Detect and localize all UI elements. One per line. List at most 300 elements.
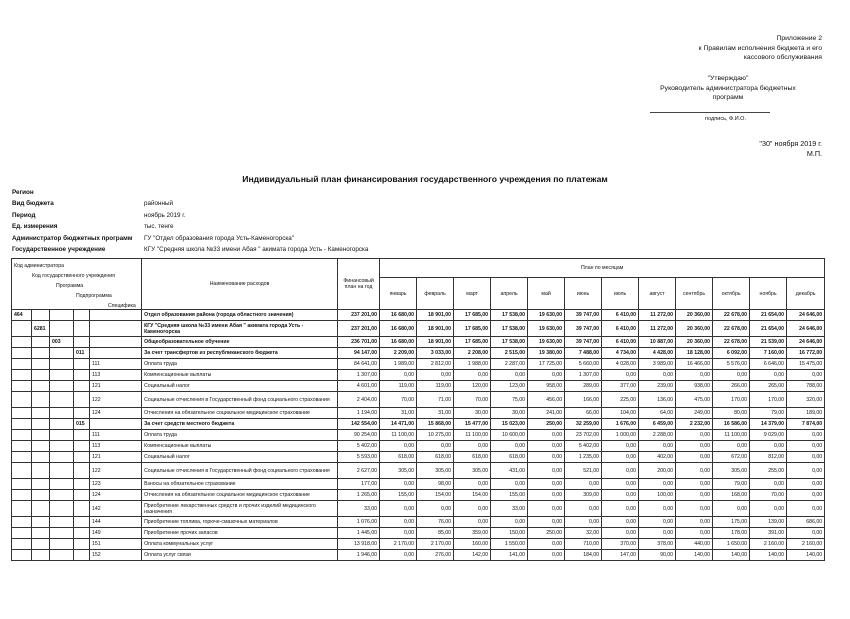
month-value-cell: 0,00 [787,490,825,501]
code-cell [12,479,32,490]
month-value-cell: 0,00 [528,452,565,463]
meta-value: ноябрь 2019 г. [144,211,186,219]
month-value-cell: 0,00 [380,550,417,561]
month-value-cell: 7 488,00 [565,348,602,359]
meta-value: тыс. тенге [144,223,174,231]
code-cell [74,550,90,561]
month-value-cell: 0,00 [713,370,750,381]
month-value-cell: 0,00 [380,517,417,528]
name-header: Наименование расходов [142,259,338,310]
month-value-cell: 39 747,00 [565,337,602,348]
month-value-cell: 119,00 [417,381,454,392]
month-value-cell: 184,00 [565,550,602,561]
annual-plan-cell: 1 194,00 [338,408,380,419]
month-value-cell: 17 538,00 [491,310,528,321]
table-row [12,310,825,321]
code-cell [74,310,90,321]
month-value-cell: 672,00 [713,452,750,463]
month-value-cell: 16 772,00 [787,348,825,359]
month-value-cell: 11 100,00 [713,430,750,441]
month-value-cell: 16 466,00 [676,359,713,370]
code-cell [74,430,90,441]
code-cell [90,310,142,321]
annual-plan-cell: 4 601,00 [338,381,380,392]
meta-value: КГУ "Средняя школа №33 имени Абая " акимата города Усть - Каменогорска [144,246,369,254]
month-value-cell: 4 734,00 [602,348,639,359]
code-cell [74,463,90,479]
stamp-label: М.П. [806,149,822,158]
month-value-cell: 16 680,00 [380,337,417,348]
month-value-cell: 2 170,00 [417,539,454,550]
table-row [12,528,825,539]
month-value-cell: 0,00 [380,441,417,452]
table-row [12,490,825,501]
annual-plan-cell: 5 593,00 [338,452,380,463]
month-value-cell: 16 680,00 [380,310,417,321]
code-cell [50,490,74,501]
annual-plan-cell: 90 254,00 [338,430,380,441]
code-cell [50,452,74,463]
code-cell [12,359,32,370]
month-value-cell: 276,00 [417,550,454,561]
month-value-cell: 0,00 [676,441,713,452]
month-header: декабрь [787,278,825,310]
month-value-cell: 0,00 [380,528,417,539]
month-value-cell: 1 235,00 [565,452,602,463]
code-cell [12,463,32,479]
code-cell [74,539,90,550]
month-value-cell: 160,00 [454,539,491,550]
month-value-cell: 0,00 [602,501,639,517]
annual-plan-cell: 1 946,00 [338,550,380,561]
month-value-cell: 170,00 [713,392,750,408]
month-value-cell: 2 160,00 [750,539,787,550]
month-value-cell: 431,00 [491,463,528,479]
month-value-cell: 85,00 [417,528,454,539]
month-value-cell: 0,00 [417,501,454,517]
table-row [12,517,825,528]
month-value-cell: 3 033,00 [417,348,454,359]
month-value-cell: 7 874,00 [787,419,825,430]
expense-name-cell: Приобретение лекарственных средств и прочих изделий медицинского назначения [142,501,338,517]
month-value-cell: 0,00 [639,501,676,517]
expense-name-cell: Отчисления на обязательное социальное медицинское страхование [142,408,338,419]
meta-row-institution [12,244,368,255]
expense-name-cell: Оплата труда [142,359,338,370]
table-row [12,539,825,550]
document-title: Индивидуальный план финансирования государственного учреждения по платежам [242,174,608,184]
month-value-cell: 10 275,00 [417,430,454,441]
month-value-cell: 521,00 [565,463,602,479]
code-cell [12,517,32,528]
month-value-cell: 140,00 [787,550,825,561]
month-value-cell: 377,00 [602,381,639,392]
code-cell [32,528,50,539]
month-value-cell: 812,00 [750,452,787,463]
code-cell [50,408,74,419]
month-value-cell: 175,00 [713,517,750,528]
annual-plan-cell: 13 918,00 [338,539,380,550]
expense-name-cell: Компенсационные выплаты [142,441,338,452]
month-header: январь [380,278,417,310]
month-value-cell: 100,00 [639,490,676,501]
month-value-cell: 15 023,00 [491,419,528,430]
month-value-cell: 0,00 [750,370,787,381]
code-cell [50,321,74,337]
month-value-cell: 15 477,00 [454,419,491,430]
month-value-cell: 17 685,00 [454,321,491,337]
expense-name-cell: Социальные отчисления в Государственный фонд социального страхования [142,463,338,479]
code-cell [12,321,32,337]
code-cell [50,392,74,408]
month-value-cell: 30,00 [491,408,528,419]
month-value-cell: 123,00 [491,381,528,392]
meta-label: Регион [12,189,34,196]
month-value-cell: 17 685,00 [454,337,491,348]
month-value-cell: 1 676,00 [602,419,639,430]
month-value-cell: 155,00 [380,490,417,501]
month-value-cell: 31,00 [417,408,454,419]
month-value-cell: 2 287,00 [491,359,528,370]
month-value-cell: 21 654,00 [750,310,787,321]
code-cell [50,359,74,370]
meta-label: Вид бюджета [12,200,54,208]
month-value-cell: 39 747,00 [565,310,602,321]
code-cell [32,359,50,370]
month-value-cell: 250,00 [528,528,565,539]
expense-name-cell: Приобретение прочих запасов [142,528,338,539]
month-value-cell: 320,00 [787,392,825,408]
annual-plan-cell: 142 554,00 [338,419,380,430]
month-value-cell: 0,00 [676,430,713,441]
month-value-cell: 24 646,00 [787,337,825,348]
month-value-cell: 166,00 [565,392,602,408]
month-value-cell: 32 259,00 [565,419,602,430]
code-cell [32,348,50,359]
expense-name-cell: Оплата услуг связи [142,550,338,561]
month-value-cell: 14 379,00 [750,419,787,430]
month-value-cell: 1 000,00 [602,430,639,441]
month-value-cell: 16 680,00 [380,321,417,337]
month-value-cell: 1 307,00 [565,370,602,381]
month-value-cell: 6 646,00 [750,359,787,370]
month-value-cell: 305,00 [713,463,750,479]
month-header: сентябрь [676,278,713,310]
appendix-line-2: к Правилам исполнения бюджета и его [698,44,822,52]
code-cell [74,490,90,501]
month-value-cell: 0,00 [528,517,565,528]
month-value-cell: 2 812,00 [417,359,454,370]
code-cell [50,528,74,539]
month-value-cell: 20 360,00 [676,310,713,321]
code-cell: 113 [90,370,142,381]
code-cell [50,370,74,381]
month-value-cell: 0,00 [565,517,602,528]
month-header: октябрь [713,278,750,310]
table-row [12,408,825,419]
month-value-cell: 9 029,00 [750,430,787,441]
month-value-cell: 17 685,00 [454,310,491,321]
month-value-cell: 370,00 [602,539,639,550]
month-header: март [454,278,491,310]
month-value-cell: 0,00 [454,517,491,528]
month-value-cell: 76,00 [417,517,454,528]
code-cell [50,550,74,561]
month-value-cell: 0,00 [565,501,602,517]
code-cell: 152 [90,550,142,561]
month-value-cell: 0,00 [528,501,565,517]
code-cell [90,337,142,348]
code-cell [12,348,32,359]
code-cell: 123 [90,479,142,490]
month-value-cell: 249,00 [676,408,713,419]
table-row [12,419,825,430]
month-value-cell: 15 868,00 [417,419,454,430]
month-value-cell: 0,00 [454,479,491,490]
month-value-cell: 0,00 [639,528,676,539]
code-cell [32,419,50,430]
month-value-cell: 154,00 [417,490,454,501]
month-value-cell: 98,00 [417,479,454,490]
code-cell: 124 [90,408,142,419]
code-cell [12,337,32,348]
month-value-cell: 14 471,00 [380,419,417,430]
month-value-cell: 32,00 [565,528,602,539]
month-value-cell: 0,00 [787,430,825,441]
code-cell [74,517,90,528]
month-value-cell: 0,00 [491,370,528,381]
month-value-cell: 11 272,00 [639,310,676,321]
code-cell [12,441,32,452]
code-cell [12,381,32,392]
code-cell [74,392,90,408]
month-value-cell: 17 538,00 [491,337,528,348]
month-value-cell: 0,00 [676,479,713,490]
month-value-cell: 0,00 [528,539,565,550]
month-value-cell: 1 989,00 [380,359,417,370]
month-value-cell: 70,00 [380,392,417,408]
month-value-cell: 618,00 [417,452,454,463]
month-value-cell: 31,00 [380,408,417,419]
code-header-cell [12,259,142,310]
code-cell: 003 [50,337,74,348]
month-value-cell: 440,00 [676,539,713,550]
month-value-cell: 140,00 [750,550,787,561]
month-value-cell: 30,00 [454,408,491,419]
month-value-cell: 19 380,00 [528,348,565,359]
month-value-cell: 0,00 [639,479,676,490]
code-cell: 111 [90,430,142,441]
month-value-cell: 6 459,00 [639,419,676,430]
month-header: май [528,278,565,310]
expense-name-cell: Приобретение топлива, горюче-смазочных материалов [142,517,338,528]
code-cell [90,321,142,337]
code-cell [50,381,74,392]
month-value-cell: 0,00 [639,441,676,452]
expense-name-cell: Компенсационные выплаты [142,370,338,381]
month-value-cell: 200,00 [639,463,676,479]
month-value-cell: 225,00 [602,392,639,408]
month-value-cell: 2 170,00 [380,539,417,550]
code-cell: 122 [90,392,142,408]
month-value-cell: 0,00 [787,370,825,381]
month-value-cell: 90,00 [639,550,676,561]
meta-label: Период [12,211,36,219]
month-value-cell: 0,00 [380,370,417,381]
code-cell [74,501,90,517]
code-cell [50,441,74,452]
appendix-block [699,34,822,63]
month-value-cell: 104,00 [602,408,639,419]
code-cell [74,359,90,370]
expense-name-cell: Социальный налог [142,452,338,463]
month-value-cell: 0,00 [602,517,639,528]
program-header: Программа [56,283,84,289]
code-cell [32,452,50,463]
month-value-cell: 265,00 [750,381,787,392]
month-value-cell: 0,00 [676,490,713,501]
month-value-cell: 0,00 [528,463,565,479]
month-value-cell: 0,00 [528,550,565,561]
table-row [12,392,825,408]
month-value-cell: 938,00 [676,381,713,392]
financing-plan-table [11,258,825,561]
meta-label: Ед. измерения [12,223,58,231]
plan-body [12,310,825,561]
code-cell [32,430,50,441]
table-row [12,501,825,517]
month-value-cell: 11 272,00 [639,321,676,337]
month-value-cell: 0,00 [380,501,417,517]
code-cell [32,463,50,479]
month-value-cell: 79,00 [750,408,787,419]
table-row [12,550,825,561]
code-cell [90,419,142,430]
month-value-cell: 66,00 [565,408,602,419]
month-value-cell: 1 988,00 [454,359,491,370]
code-cell [12,370,32,381]
month-value-cell: 170,00 [750,392,787,408]
expense-name-cell: Оплата труда [142,430,338,441]
code-cell [12,539,32,550]
month-value-cell: 39 747,00 [565,321,602,337]
code-cell [74,370,90,381]
month-value-cell: 23 702,00 [565,430,602,441]
month-value-cell: 0,00 [602,479,639,490]
month-value-cell: 2 208,00 [454,348,491,359]
code-cell [12,501,32,517]
month-value-cell: 0,00 [417,441,454,452]
month-value-cell: 80,00 [713,408,750,419]
month-value-cell: 19 630,00 [528,310,565,321]
table-row [12,430,825,441]
month-value-cell: 6 410,00 [602,321,639,337]
code-cell: 122 [90,463,142,479]
month-value-cell: 0,00 [787,441,825,452]
annual-plan-cell: 1 076,00 [338,517,380,528]
code-cell: 121 [90,452,142,463]
month-value-cell: 0,00 [602,463,639,479]
month-value-cell: 2 160,00 [787,539,825,550]
month-value-cell: 16 586,00 [713,419,750,430]
month-value-cell: 4 028,00 [602,359,639,370]
expense-name-cell: Общеобразовательное обучение [142,337,338,348]
month-header: июнь [565,278,602,310]
annual-plan-cell: 237 201,00 [338,321,380,337]
month-value-cell: 0,00 [491,441,528,452]
month-value-cell: 70,00 [454,392,491,408]
month-value-cell: 0,00 [454,501,491,517]
table-row [12,452,825,463]
month-value-cell: 686,00 [787,517,825,528]
code-cell: 113 [90,441,142,452]
code-cell [12,452,32,463]
code-cell [74,528,90,539]
code-cell [32,310,50,321]
expense-name-cell: За счет средств местного бюджета [142,419,338,430]
month-value-cell: 391,00 [750,528,787,539]
date-block [759,139,822,159]
appendix-line-1: Приложение 2 [776,35,822,42]
code-cell [50,348,74,359]
code-cell: 011 [74,348,90,359]
code-cell [12,490,32,501]
month-value-cell: 3 989,00 [639,359,676,370]
specifics-header: Специфика [108,303,136,309]
month-value-cell: 0,00 [676,463,713,479]
code-cell [12,392,32,408]
table-row [12,321,825,337]
month-value-cell: 178,00 [713,528,750,539]
code-cell [32,550,50,561]
month-value-cell: 21 539,00 [750,337,787,348]
annual-plan-header: Финансовый план на год [338,259,380,310]
month-value-cell: 189,00 [787,408,825,419]
meta-row-period [12,210,368,221]
month-value-cell: 0,00 [713,501,750,517]
code-cell [74,381,90,392]
month-value-cell: 309,00 [565,490,602,501]
meta-value: районный [144,200,174,208]
month-value-cell: 136,00 [639,392,676,408]
annual-plan-cell: 33,00 [338,501,380,517]
month-value-cell: 618,00 [454,452,491,463]
month-value-cell: 0,00 [787,452,825,463]
month-value-cell: 154,00 [454,490,491,501]
expense-name-cell: Социальный налог [142,381,338,392]
month-value-cell: 1 550,00 [491,539,528,550]
expense-name-cell: За счет трансфертов из республиканского бюджета [142,348,338,359]
month-value-cell: 0,00 [602,490,639,501]
code-cell: 124 [90,490,142,501]
meta-row-admin [12,233,368,244]
month-value-cell: 710,00 [565,539,602,550]
month-value-cell: 618,00 [491,452,528,463]
annual-plan-cell: 5 402,00 [338,441,380,452]
month-value-cell: 239,00 [639,381,676,392]
month-value-cell: 20 360,00 [676,321,713,337]
month-value-cell: 378,00 [639,539,676,550]
code-cell [74,337,90,348]
approve-label: "Утверждаю" [707,75,749,82]
code-cell [32,539,50,550]
month-value-cell: 79,00 [713,479,750,490]
expense-name-cell: Социальные отчисления в Государственный фонд социального страхования [142,392,338,408]
code-cell: 151 [90,539,142,550]
table-row [12,337,825,348]
code-cell: 111 [90,359,142,370]
expense-name-cell: Взносы на обязательное страхование [142,479,338,490]
